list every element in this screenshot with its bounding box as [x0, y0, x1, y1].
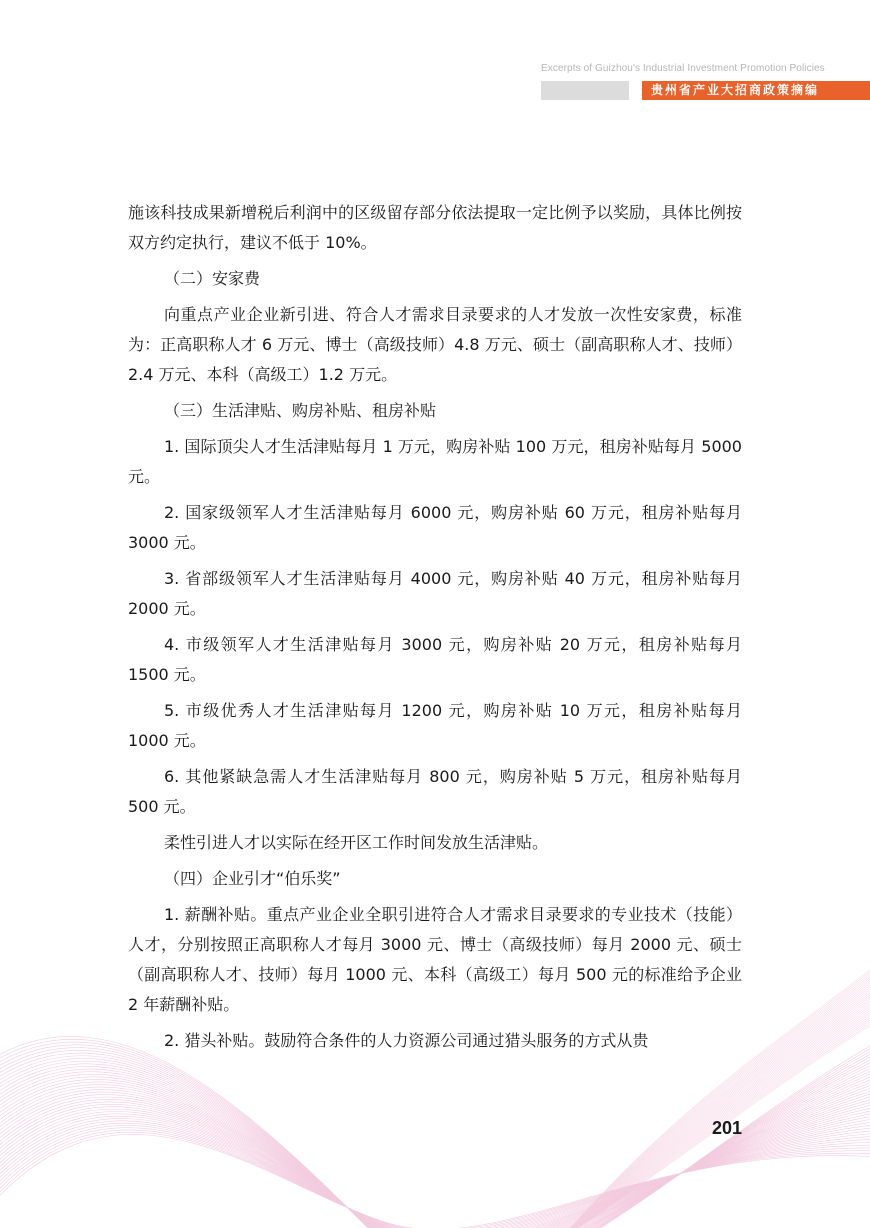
- list-item: 1. 国际顶尖人才生活津贴每月 1 万元，购房补贴 100 万元，租房补贴每月 5000 元。: [128, 437, 742, 486]
- paragraph-flexible: 柔性引进人才以实际在经开区工作时间发放生活津贴。: [164, 833, 549, 852]
- list-item: 1. 薪酬补贴。重点产业企业全职引进符合人才需求目录要求的专业技术（技能）人才，分别按照正高职称人才每月 3000 元、博士（高级技师）每月 2000 元、硕士（副高职称人才、技师）每月 1000 元、本科（高级工）每月 500 元的标准给予企业 2 年薪酬补贴。: [128, 905, 742, 1014]
- header-title: 贵州省产业大招商政策摘编: [642, 81, 870, 100]
- header-subtitle: Excerpts of Guizhou's Industrial Investment Promotion Policies: [541, 63, 825, 74]
- list-item: 4. 市级领军人才生活津贴每月 3000 元，购房补贴 20 万元，租房补贴每月 1500 元。: [128, 635, 742, 684]
- list-item: 2. 猎头补贴。鼓励符合条件的人力资源公司通过猎头服务的方式从贵: [164, 1031, 649, 1050]
- page-number: 201: [711, 1118, 742, 1138]
- list-item: 5. 市级优秀人才生活津贴每月 1200 元，购房补贴 10 万元，租房补贴每月 1000 元。: [128, 701, 742, 750]
- page-content: [128, 198, 742, 1062]
- section-heading-settlement: （二）安家费: [164, 269, 261, 288]
- section-heading-allowances: （三）生活津贴、购房补贴、租房补贴: [164, 401, 437, 420]
- paragraph-settlement: 向重点产业企业新引进、符合人才需求目录要求的人才发放一次性安家费，标准为：正高职称人才 6 万元、博士（高级技师）4.8 万元、硕士（副高职称人才、技师）2.4 万元、本科（高级工）1.2 万元。: [128, 305, 742, 384]
- paragraph-continuation: 施该科技成果新增税后利润中的区级留存部分依法提取一定比例予以奖励，具体比例按双方约定执行，建议不低于 10%。: [128, 203, 742, 252]
- list-item: 2. 国家级领军人才生活津贴每月 6000 元，购房补贴 60 万元，租房补贴每月 3000 元。: [128, 503, 742, 552]
- section-heading-bole-award: （四）企业引才“伯乐奖”: [164, 869, 341, 888]
- list-item: 6. 其他紧缺急需人才生活津贴每月 800 元，购房补贴 5 万元，租房补贴每月 500 元。: [128, 767, 742, 816]
- list-item: 3. 省部级领军人才生活津贴每月 4000 元，购房补贴 40 万元，租房补贴每月 2000 元。: [128, 569, 742, 618]
- header-gray-bar: [541, 81, 629, 100]
